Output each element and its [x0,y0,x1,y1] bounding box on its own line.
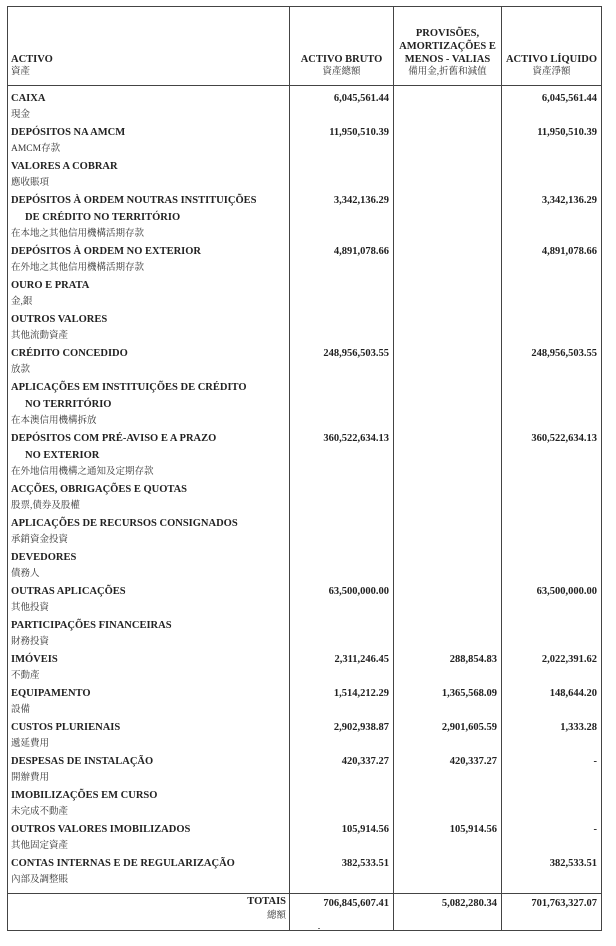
row-label-pt: EQUIPAMENTO [11,688,91,699]
row-activo-bruto: 248,956,503.55 [290,345,394,379]
row-activo-liquido [502,617,602,651]
header-activo-liquido [502,7,602,86]
row-activo-bruto: 4,891,078.66 [290,243,394,277]
table-row [8,158,602,192]
row-label-pt: CAIXA [11,93,46,104]
header-activo-bruto-zh: 資產總額 [322,67,361,77]
row-label-zh: 在本地之其他信用機構活期存款 [11,229,145,239]
row-label [8,685,290,719]
header-provisoes-line1: PROVISÕES, [415,28,480,39]
row-provisoes [394,345,502,379]
table-row [8,86,602,125]
row-activo-bruto: 3,342,136.29 [290,192,394,243]
row-label-zh: 其他固定資產 [11,841,69,851]
row-label-zh: 內部及調整賬 [11,875,69,885]
row-label-pt-cont: NO EXTERIOR [25,450,100,461]
header-provisoes-line2: AMORTIZAÇÕES E [399,41,496,52]
row-label-pt: OUTRAS APLICAÇÕES [11,586,126,597]
row-activo-liquido: 6,045,561.44 [502,86,602,125]
header-activo-pt: ACTIVO [11,54,53,65]
table-row [8,379,602,430]
row-activo-bruto [290,379,394,430]
table-row [8,685,602,719]
row-label [8,515,290,549]
row-label-zh: 放款 [11,365,31,375]
row-activo-liquido: 148,644.20 [502,685,602,719]
row-provisoes [394,515,502,549]
row-label-zh: 應收賬項 [11,178,50,188]
row-activo-liquido [502,481,602,515]
row-label-pt: OUTROS VALORES [11,314,108,325]
totals-label-pt: TOTAIS [247,896,286,907]
row-provisoes [394,855,502,894]
row-activo-bruto [290,515,394,549]
row-label-zh: 金,銀 [11,297,33,307]
row-label [8,821,290,855]
row-activo-liquido [502,549,602,583]
row-label [8,787,290,821]
row-label [8,753,290,787]
row-activo-bruto: 360,522,634.13 [290,430,394,481]
row-label [8,617,290,651]
row-label-zh: 未完成不動產 [11,807,69,817]
row-provisoes [394,311,502,345]
row-activo-bruto: 2,311,246.45 [290,651,394,685]
table-row [8,651,602,685]
row-activo-bruto [290,158,394,192]
row-activo-bruto: 382,533.51 [290,855,394,894]
row-label-pt: CUSTOS PLURIENAIS [11,722,121,733]
row-label-zh: 現金 [11,110,31,120]
row-activo-bruto: 6,045,561.44 [290,86,394,125]
row-provisoes: 288,854.83 [394,651,502,685]
row-provisoes [394,124,502,158]
row-activo-bruto [290,311,394,345]
row-label [8,549,290,583]
row-activo-liquido [502,311,602,345]
row-label-zh: 承銷資金投資 [11,535,69,545]
row-activo-liquido [502,158,602,192]
row-activo-liquido [502,379,602,430]
table-row [8,515,602,549]
row-activo-liquido: 3,342,136.29 [502,192,602,243]
row-activo-bruto: 105,914.56 [290,821,394,855]
row-label [8,583,290,617]
row-activo-liquido: - [502,821,602,855]
row-label-pt: IMÓVEIS [11,654,58,665]
row-label-zh: 債務人 [11,569,40,579]
row-label-zh: 在本澳信用機構拆放 [11,416,97,426]
row-label-zh: 財務投資 [11,637,50,647]
row-activo-liquido: 63,500,000.00 [502,583,602,617]
row-label-zh: 遞延費用 [11,739,50,749]
row-provisoes [394,379,502,430]
row-label-pt: IMOBILIZAÇÕES EM CURSO [11,790,158,801]
table-row [8,787,602,821]
row-label-pt: VALORES A COBRAR [11,161,118,172]
row-label [8,719,290,753]
row-label-zh: 股票,債券及股權 [11,501,80,511]
header-provisoes-line3: MENOS - VALIAS [404,54,491,65]
page-mark [318,928,320,929]
header-activo-liquido-pt: ACTIVO LÍQUIDO [505,54,598,65]
row-label-pt: OUTROS VALORES IMOBILIZADOS [11,824,191,835]
table-row [8,430,602,481]
row-label-pt: DESPESAS DE INSTALAÇÃO [11,756,154,767]
row-label [8,277,290,311]
row-activo-bruto [290,787,394,821]
header-activo-bruto [290,7,394,86]
row-activo-bruto: 11,950,510.39 [290,124,394,158]
row-provisoes [394,549,502,583]
row-label-zh: 其他流動資產 [11,331,69,341]
header-activo-zh: 資產 [11,67,31,77]
table-row [8,821,602,855]
row-activo-liquido: 2,022,391.62 [502,651,602,685]
row-activo-bruto: 2,902,938.87 [290,719,394,753]
row-activo-bruto [290,481,394,515]
totals-label-zh: 總額 [266,911,286,921]
row-label-pt: DEPÓSITOS COM PRÉ-AVISO E A PRAZO [11,433,217,444]
totals-row [8,894,602,931]
table-row [8,277,602,311]
row-label-zh: AMCM存款 [11,144,61,154]
row-label-pt: CRÉDITO CONCEDIDO [11,348,128,359]
table-row [8,583,602,617]
row-activo-liquido: 1,333.28 [502,719,602,753]
row-label [8,192,290,243]
row-label-pt: DEPÓSITOS À ORDEM NO EXTERIOR [11,246,202,257]
table-row [8,345,602,379]
header-row [8,7,602,86]
row-label [8,158,290,192]
row-label-pt: APLICAÇÕES EM INSTITUIÇÕES DE CRÉDITO [11,382,247,393]
row-provisoes [394,430,502,481]
totals-provisoes: 5,082,280.34 [394,894,502,931]
row-activo-liquido: 4,891,078.66 [502,243,602,277]
table-row [8,311,602,345]
row-provisoes [394,617,502,651]
row-label-pt: DEVEDORES [11,552,77,563]
row-activo-bruto: 1,514,212.29 [290,685,394,719]
row-label-pt: DEPÓSITOS À ORDEM NOUTRAS INSTITUIÇÕES [11,195,257,206]
row-label [8,379,290,430]
row-label-pt-cont: DE CRÉDITO NO TERRITÓRIO [25,212,181,223]
row-label [8,86,290,125]
row-label-pt: APLICAÇÕES DE RECURSOS CONSIGNADOS [11,518,238,529]
table-row [8,855,602,894]
row-activo-liquido: 360,522,634.13 [502,430,602,481]
table-row [8,549,602,583]
row-activo-bruto: 420,337.27 [290,753,394,787]
row-label [8,651,290,685]
row-provisoes [394,481,502,515]
row-provisoes: 1,365,568.09 [394,685,502,719]
row-label-zh: 設備 [11,705,31,715]
row-label-pt: OURO E PRATA [11,280,90,291]
row-label [8,243,290,277]
header-activo [8,7,290,86]
row-provisoes [394,277,502,311]
balance-sheet-table [7,6,602,931]
row-provisoes: 2,901,605.59 [394,719,502,753]
row-activo-liquido [502,515,602,549]
row-label [8,345,290,379]
row-label [8,124,290,158]
row-label-zh: 不動產 [11,671,40,681]
row-label-zh: 開辦費用 [11,773,50,783]
row-provisoes: 420,337.27 [394,753,502,787]
header-provisoes [394,7,502,86]
row-provisoes [394,583,502,617]
header-activo-liquido-zh: 資產淨額 [532,67,571,77]
table-row [8,719,602,753]
totals-bruto: 706,845,607.41 [290,894,394,931]
table-row [8,617,602,651]
row-label-pt-cont: NO TERRITÓRIO [25,399,112,410]
row-provisoes [394,158,502,192]
totals-liquido: 701,763,327.07 [502,894,602,931]
row-activo-bruto [290,277,394,311]
row-activo-liquido: 248,956,503.55 [502,345,602,379]
row-activo-liquido: - [502,753,602,787]
row-activo-liquido [502,787,602,821]
row-label-pt: PARTICIPAÇÕES FINANCEIRAS [11,620,172,631]
table-row [8,243,602,277]
row-label-pt: ACÇÕES, OBRIGAÇÕES E QUOTAS [11,484,188,495]
row-provisoes [394,192,502,243]
row-activo-bruto [290,617,394,651]
row-label [8,430,290,481]
row-activo-bruto [290,549,394,583]
row-provisoes [394,787,502,821]
row-activo-liquido: 11,950,510.39 [502,124,602,158]
row-provisoes [394,86,502,125]
row-label-zh: 在外地信用機構之通知及定期存款 [11,467,154,477]
row-label [8,855,290,894]
table-row [8,753,602,787]
table-row [8,124,602,158]
row-label [8,311,290,345]
totals-label [8,894,290,931]
row-label [8,481,290,515]
row-label-zh: 在外地之其他信用機構活期存款 [11,263,145,273]
row-activo-liquido [502,277,602,311]
table-row [8,481,602,515]
row-label-pt: DEPÓSITOS NA AMCM [11,127,126,138]
table-row [8,192,602,243]
header-activo-bruto-pt: ACTIVO BRUTO [300,54,383,65]
row-label-pt: CONTAS INTERNAS E DE REGULARIZAÇÃO [11,858,235,869]
row-activo-liquido: 382,533.51 [502,855,602,894]
row-provisoes [394,243,502,277]
row-label-zh: 其他投資 [11,603,50,613]
row-provisoes: 105,914.56 [394,821,502,855]
header-provisoes-zh: 備用金,折舊和減值 [408,67,487,77]
row-activo-bruto: 63,500,000.00 [290,583,394,617]
